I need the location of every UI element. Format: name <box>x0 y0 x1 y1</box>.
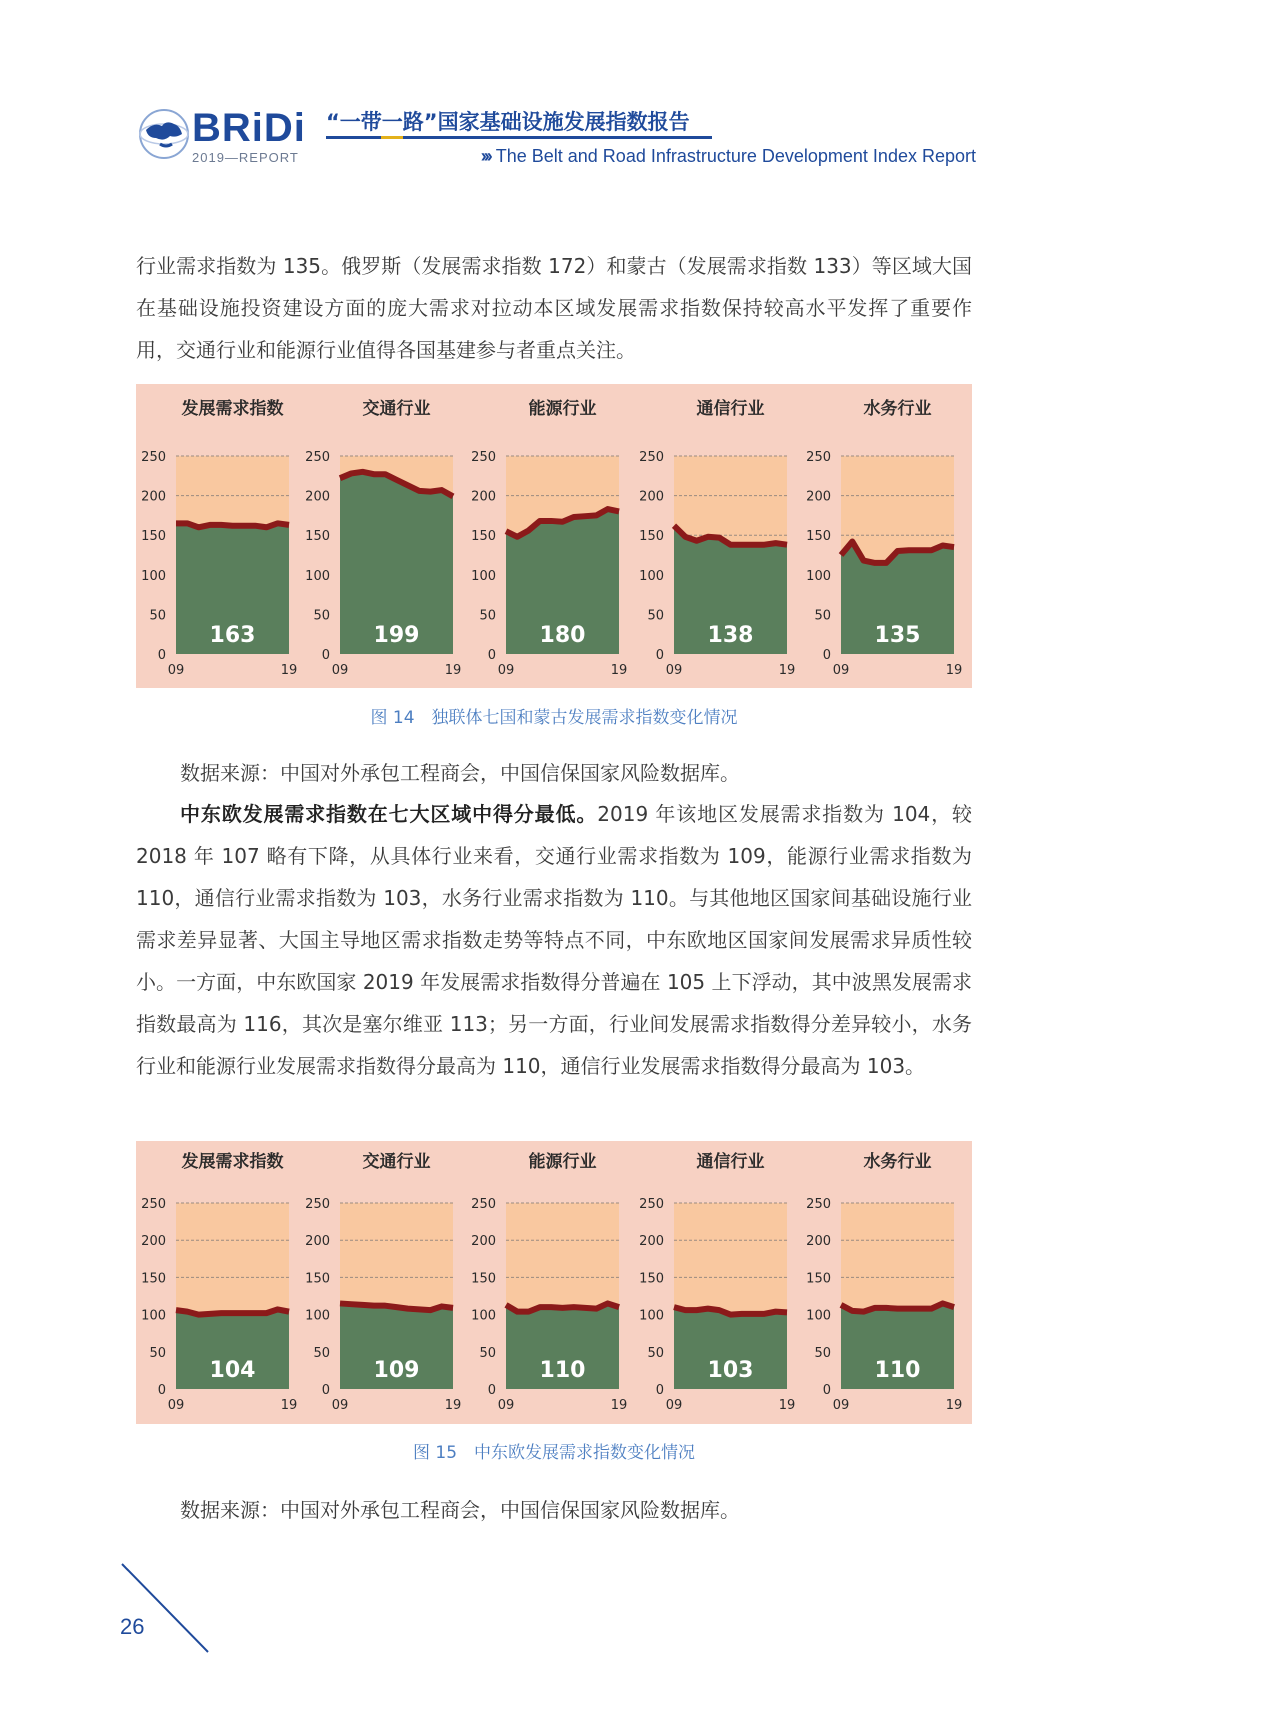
y-tick-label: 250 <box>305 1197 330 1212</box>
y-tick-label: 150 <box>806 529 831 545</box>
y-tick-label: 250 <box>305 450 330 465</box>
panel-title: 交通行业 <box>362 399 431 419</box>
x-tick-label: 19 <box>444 1398 462 1413</box>
value-label: 103 <box>707 1358 754 1383</box>
y-tick-label: 50 <box>647 1345 664 1361</box>
logo-text: BRiDi <box>192 106 306 150</box>
x-tick-label: 19 <box>280 663 298 678</box>
y-tick-label: 250 <box>639 450 664 465</box>
value-label: 110 <box>874 1358 921 1383</box>
y-tick-label: 0 <box>655 1383 664 1398</box>
chart-panel <box>305 398 461 678</box>
x-tick-label: 19 <box>280 1398 298 1413</box>
y-tick-label: 150 <box>141 529 166 545</box>
value-label: 104 <box>209 1358 256 1383</box>
logo-subtitle: 2019—REPORT <box>192 150 299 165</box>
value-label: 199 <box>373 623 420 648</box>
figure-14 <box>136 384 972 688</box>
figure-15-source: 数据来源：中国对外承包工程商会，中国信保国家风险数据库。 <box>180 1498 740 1522</box>
y-tick-label: 100 <box>639 568 664 584</box>
x-tick-label: 09 <box>832 663 850 678</box>
x-tick-label: 19 <box>778 1398 796 1413</box>
figure-15 <box>136 1141 972 1424</box>
report-title-en <box>481 146 976 167</box>
y-tick-label: 200 <box>639 489 664 505</box>
y-tick-label: 200 <box>639 1234 664 1250</box>
y-tick-label: 0 <box>321 648 330 663</box>
y-tick-label: 0 <box>822 648 831 663</box>
y-tick-label: 100 <box>141 1308 166 1324</box>
x-tick-label: 09 <box>497 663 515 678</box>
x-tick-label: 19 <box>610 1398 628 1413</box>
y-tick-label: 250 <box>639 1197 664 1212</box>
y-tick-label: 250 <box>806 450 831 465</box>
y-tick-label: 100 <box>305 1308 330 1324</box>
panel-title: 交通行业 <box>362 1152 431 1172</box>
value-label: 180 <box>539 623 586 648</box>
y-tick-label: 200 <box>305 1234 330 1250</box>
y-tick-label: 200 <box>806 1234 831 1250</box>
panel-title: 水务行业 <box>863 1152 932 1172</box>
x-tick-label: 19 <box>610 663 628 678</box>
chart-panel <box>141 398 297 678</box>
y-tick-label: 50 <box>647 608 664 624</box>
y-tick-label: 0 <box>487 1383 496 1398</box>
y-tick-label: 150 <box>639 1271 664 1287</box>
x-tick-label: 09 <box>832 1398 850 1413</box>
y-tick-label: 250 <box>141 450 166 465</box>
value-label: 110 <box>539 1358 586 1383</box>
y-tick-label: 200 <box>141 489 166 505</box>
panel-title: 能源行业 <box>528 1152 597 1172</box>
paragraph-2-lead: 中东欧发展需求指数在七大区域中得分最低。 <box>180 802 598 826</box>
y-tick-label: 50 <box>814 1345 831 1361</box>
y-tick-label: 50 <box>313 1345 330 1361</box>
y-tick-label: 100 <box>305 568 330 584</box>
y-tick-label: 0 <box>822 1383 831 1398</box>
x-tick-label: 09 <box>665 663 683 678</box>
value-label: 109 <box>373 1358 420 1383</box>
y-tick-label: 200 <box>471 1234 496 1250</box>
y-tick-label: 200 <box>141 1234 166 1250</box>
series-line <box>176 1309 289 1314</box>
y-tick-label: 0 <box>157 648 166 663</box>
y-tick-label: 100 <box>806 568 831 584</box>
panel-title: 发展需求指数 <box>181 1152 284 1172</box>
panel-title: 通信行业 <box>696 399 765 419</box>
y-tick-label: 50 <box>479 1345 496 1361</box>
triple-chevron-icon: ››› <box>480 146 490 166</box>
panel-title: 水务行业 <box>863 399 932 419</box>
value-label: 135 <box>874 623 921 648</box>
paragraph-2-body: 2019 年该地区发展需求指数为 104，较 2018 年 107 略有下降，从具体行业来看，交通行业需求指数为 109，能源行业需求指数为 110，通信行业需求指数为 103，水务行业需求指数为 110。与其他地区国家间基础设施行业需求差异显著、大国主导地区需求指数走势等特点不同，中东欧地区国家间发展需求异质性较小。一方面，中东欧国家 2019 年发展需求指数得分普遍在 105 上下浮动，其中波黑发展需求指数最高为 116，其次是塞尔维亚 113；另一方面，行业间发展需求指数得分差异较小，水务行业和能源行业发展需求指数得分最高为 110，通信行业发展需求指数得分最高为 103。 <box>136 802 972 1078</box>
y-tick-label: 150 <box>806 1271 831 1287</box>
page-header <box>136 100 976 180</box>
y-tick-label: 200 <box>471 489 496 505</box>
panel-title: 能源行业 <box>528 399 597 419</box>
y-tick-label: 200 <box>305 489 330 505</box>
y-tick-label: 0 <box>321 1383 330 1398</box>
value-label: 163 <box>209 623 256 648</box>
y-tick-label: 0 <box>655 648 664 663</box>
report-title-cn: “一带一路”国家基础设施发展指数报告 <box>326 110 690 134</box>
y-tick-label: 150 <box>305 1271 330 1287</box>
bridi-logo <box>136 104 306 168</box>
y-tick-label: 0 <box>487 648 496 663</box>
y-tick-label: 150 <box>471 1271 496 1287</box>
x-tick-label: 09 <box>167 1398 185 1413</box>
y-tick-label: 200 <box>806 489 831 505</box>
y-tick-label: 100 <box>806 1308 831 1324</box>
title-underline <box>326 136 712 139</box>
x-tick-label: 09 <box>331 663 349 678</box>
globe-icon <box>136 104 196 164</box>
y-tick-label: 100 <box>471 1308 496 1324</box>
y-tick-label: 250 <box>471 1197 496 1212</box>
corner-decoration <box>120 1562 220 1662</box>
y-tick-label: 50 <box>149 1345 166 1361</box>
chart-panel <box>471 398 627 678</box>
x-tick-label: 19 <box>945 663 963 678</box>
y-tick-label: 250 <box>806 1197 831 1212</box>
chart-panel <box>806 398 962 678</box>
x-tick-label: 19 <box>945 1398 963 1413</box>
y-tick-label: 250 <box>141 1197 166 1212</box>
series-line <box>176 523 289 527</box>
chart-panel <box>806 1151 962 1413</box>
panel-title: 发展需求指数 <box>181 399 284 419</box>
paragraph-1: 行业需求指数为 135。俄罗斯（发展需求指数 172）和蒙古（发展需求指数 133）等区域大国在基础设施投资建设方面的庞大需求对拉动本区域发展需求指数保持较高水平发挥了重要作用，交通行业和能源行业值得各国基建参与者重点关注。 <box>136 254 972 362</box>
x-tick-label: 09 <box>167 663 185 678</box>
y-tick-label: 100 <box>471 568 496 584</box>
figure-14-chart <box>136 384 972 688</box>
x-tick-label: 09 <box>665 1398 683 1413</box>
panel-title: 通信行业 <box>696 1152 765 1172</box>
figure-15-caption: 图 15 中东欧发展需求指数变化情况 <box>412 1443 696 1463</box>
figure-14-caption: 图 14 独联体七国和蒙古发展需求指数变化情况 <box>370 708 738 728</box>
y-tick-label: 150 <box>141 1271 166 1287</box>
x-tick-label: 19 <box>778 663 796 678</box>
y-tick-label: 0 <box>157 1383 166 1398</box>
figure-15-chart <box>136 1141 972 1424</box>
page-number: 26 <box>120 1614 145 1639</box>
y-tick-label: 150 <box>471 529 496 545</box>
chart-panel <box>471 1151 627 1413</box>
y-tick-label: 50 <box>149 608 166 624</box>
y-tick-label: 150 <box>639 529 664 545</box>
value-label: 138 <box>707 623 754 648</box>
chart-panel <box>639 398 795 678</box>
report-title-en-text: The Belt and Road Infrastructure Development Index Report <box>495 146 976 166</box>
y-tick-label: 150 <box>305 529 330 545</box>
y-tick-label: 250 <box>471 450 496 465</box>
chart-panel <box>639 1151 795 1413</box>
chart-panel <box>305 1151 461 1413</box>
x-tick-label: 09 <box>497 1398 515 1413</box>
y-tick-label: 100 <box>141 568 166 584</box>
figure-14-source: 数据来源：中国对外承包工程商会，中国信保国家风险数据库。 <box>180 761 740 785</box>
paragraph-2 <box>136 793 972 1087</box>
chart-panel <box>141 1151 297 1413</box>
y-tick-label: 50 <box>479 608 496 624</box>
x-tick-label: 09 <box>331 1398 349 1413</box>
y-tick-label: 50 <box>313 608 330 624</box>
x-tick-label: 19 <box>444 663 462 678</box>
y-tick-label: 50 <box>814 608 831 624</box>
y-tick-label: 100 <box>639 1308 664 1324</box>
